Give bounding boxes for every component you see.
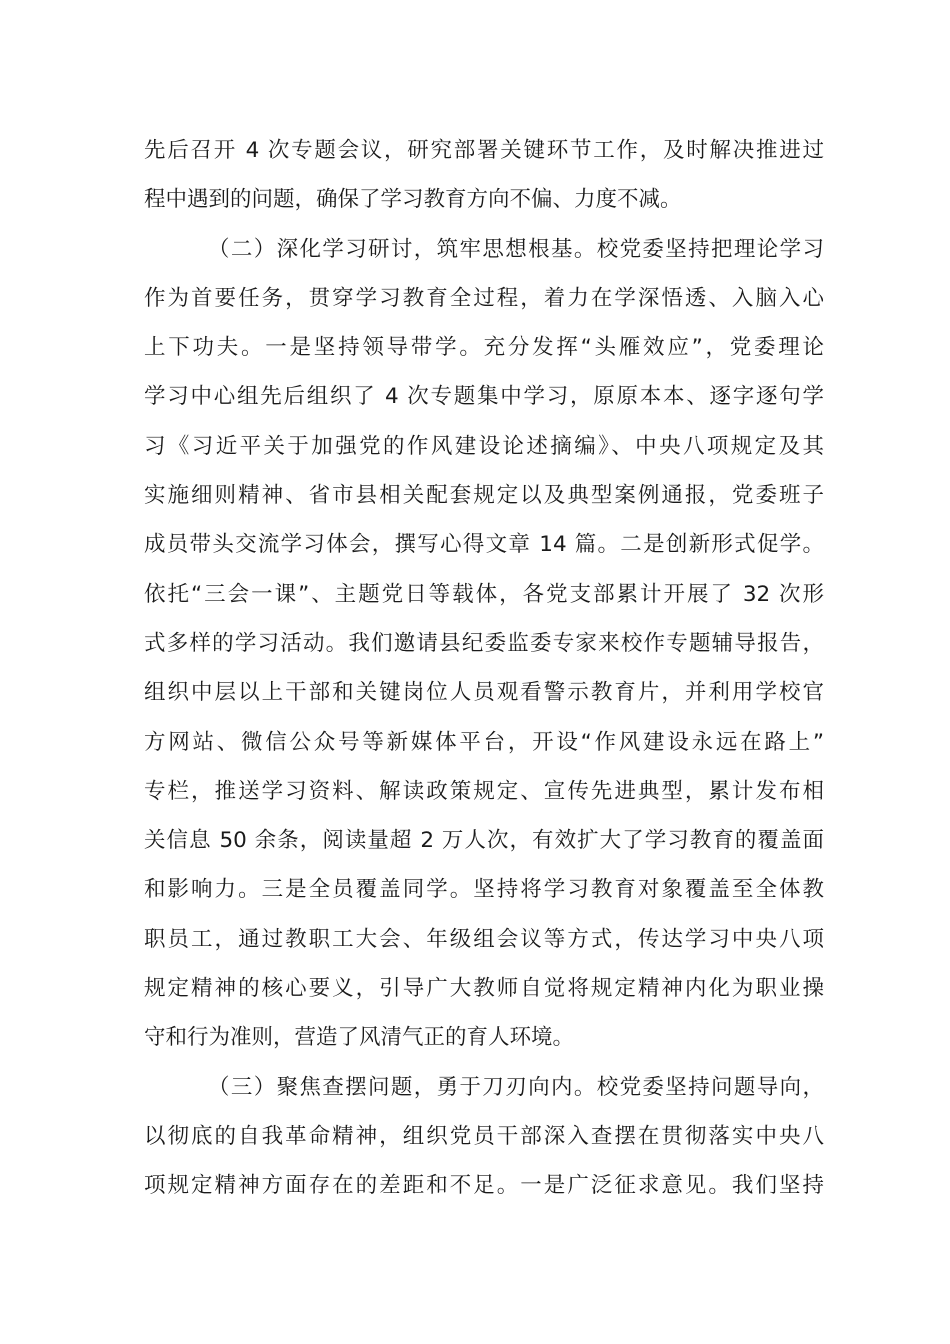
paragraph-first-line: （二）深化学习研讨，筑牢思想根基。校党委坚持把理论学习 bbox=[208, 236, 824, 262]
text-line: 习《习近平关于加强党的作风建设论述摘编》、中央八项规定及其 bbox=[144, 433, 824, 459]
text-line: 学习中心组先后组织了 4 次专题集中学习，原原本本、逐字逐句学 bbox=[144, 384, 824, 410]
text-line: 以彻底的自我革命精神，组织党员干部深入查摆在贯彻落实中央八 bbox=[144, 1123, 824, 1149]
text-line: 守和行为准则，营造了风清气正的育人环境。 bbox=[144, 1025, 575, 1051]
text-line: 成员带头交流学习体会，撰写心得文章 14 篇。二是创新形式促学。 bbox=[144, 532, 824, 558]
text-line: 和影响力。三是全员覆盖同学。坚持将学习教育对象覆盖至全体教 bbox=[144, 877, 824, 903]
text-line: 项规定精神方面存在的差距和不足。一是广泛征求意见。我们坚持 bbox=[144, 1173, 824, 1199]
text-line: 式多样的学习活动。我们邀请县纪委监委专家来校作专题辅导报告， bbox=[144, 630, 824, 656]
body-text bbox=[144, 126, 824, 1211]
text-line: 职员工，通过教职工大会、年级组会议等方式，传达学习中央八项 bbox=[144, 926, 824, 952]
text-line: 先后召开 4 次专题会议，研究部署关键环节工作，及时解决推进过 bbox=[144, 138, 824, 163]
text-line: 实施细则精神、省市县相关配套规定以及典型案例通报，党委班子 bbox=[144, 483, 824, 509]
text-line: 作为首要任务，贯穿学习教育全过程，着力在学深悟透、入脑入心 bbox=[144, 285, 824, 311]
text-line: 依托“三会一课”、主题党日等载体，各党支部累计开展了 32 次形 bbox=[144, 581, 824, 607]
text-line: 方网站、微信公众号等新媒体平台，开设“作风建设永远在路上” bbox=[144, 729, 824, 755]
paragraph-first-line: （三）聚焦查摆问题，勇于刀刃向内。校党委坚持问题导向， bbox=[208, 1074, 824, 1100]
text-line: 关信息 50 余条，阅读量超 2 万人次，有效扩大了学习教育的覆盖面 bbox=[144, 828, 824, 854]
text-line: 上下功夫。一是坚持领导带学。充分发挥“头雁效应”，党委理论 bbox=[144, 335, 824, 361]
text-line: 专栏，推送学习资料、解读政策规定、宣传先进典型，累计发布相 bbox=[144, 778, 824, 804]
text-line: 组织中层以上干部和关键岗位人员观看警示教育片，并利用学校官 bbox=[144, 680, 824, 706]
text-line: 规定精神的核心要义，引导广大教师自觉将规定精神内化为职业操 bbox=[144, 976, 824, 1002]
text-line: 程中遇到的问题，确保了学习教育方向不偏、力度不减。 bbox=[144, 187, 682, 213]
